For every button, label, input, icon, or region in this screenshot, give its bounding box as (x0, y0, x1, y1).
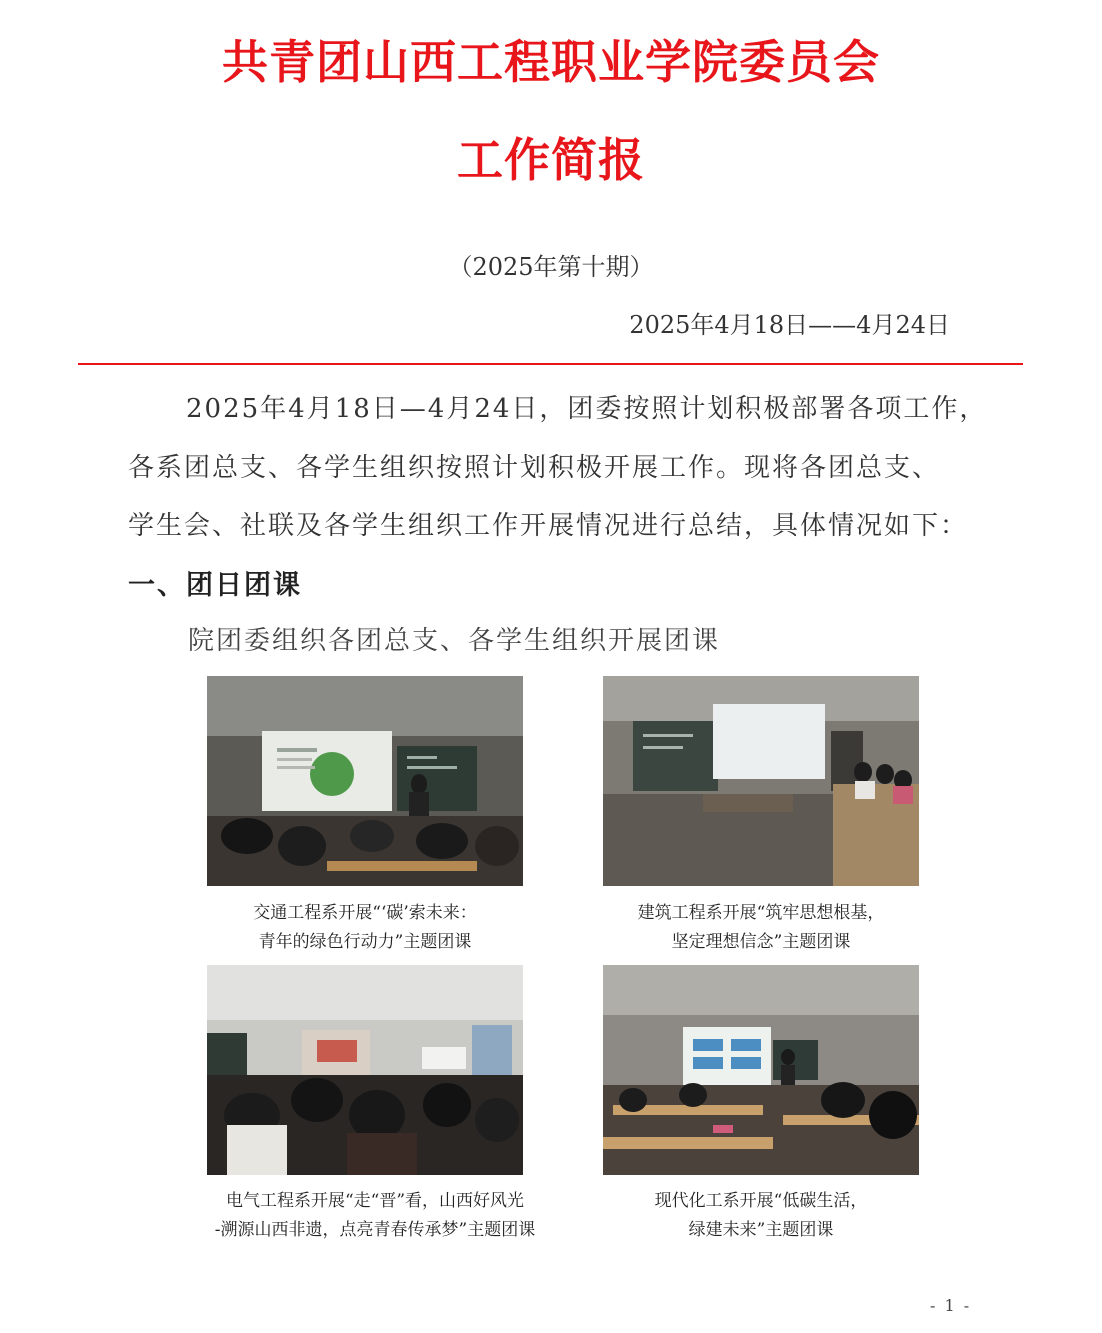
photo-construction-dept-class (603, 676, 919, 886)
section-heading: 一、团日团课 (128, 570, 302, 601)
caption-line: 绿建未来”主题团课 (688, 1220, 834, 1240)
summary-line-1: 2025年4月18日—4月24日，团委按照计划积极部署各项工作， (186, 394, 988, 424)
summary-line-3: 学生会、社联及各学生组织工作开展情况进行总结，具体情况如下： (128, 511, 969, 541)
section-intro: 院团委组织各团总支、各学生组织开展团课 (188, 626, 721, 656)
photo-transport-dept-class (207, 676, 523, 886)
photo-electrical-dept-class (207, 965, 523, 1175)
caption-line: 青年的绿色行动力”主题团课 (258, 932, 472, 952)
page-number: - 1 - (930, 1296, 972, 1315)
issue-number: （2025年第十期） (448, 253, 654, 281)
caption-line: 建筑工程系开展“筑牢思想根基， (637, 903, 885, 923)
caption-line: 坚定理想信念”主题团课 (671, 932, 851, 952)
red-divider (78, 363, 1023, 365)
document-title-type: 工作简报 (457, 133, 645, 187)
photo-caption-chemical (566, 1187, 956, 1245)
date-range: 2025年4月18日——4月24日 (629, 311, 950, 339)
caption-line: 电气工程系开展“走“晋”看，山西好风光 (225, 1191, 525, 1211)
caption-line: 交通工程系开展“‘碳’索未来： (253, 903, 477, 923)
photo-caption-electrical (170, 1187, 580, 1245)
photo-chemical-dept-class (603, 965, 919, 1175)
photo-caption-transport (170, 899, 560, 957)
photo-caption-construction (566, 899, 956, 957)
caption-line: 现代化工系开展“低碳生活， (654, 1191, 868, 1211)
document-title-org: 共青团山西工程职业学院委员会 (222, 35, 880, 89)
caption-line: -溯源山西非遗，点亮青春传承梦”主题团课 (214, 1220, 536, 1240)
summary-line-2: 各系团总支、各学生组织按照计划积极开展工作。现将各团总支、 (128, 453, 941, 483)
